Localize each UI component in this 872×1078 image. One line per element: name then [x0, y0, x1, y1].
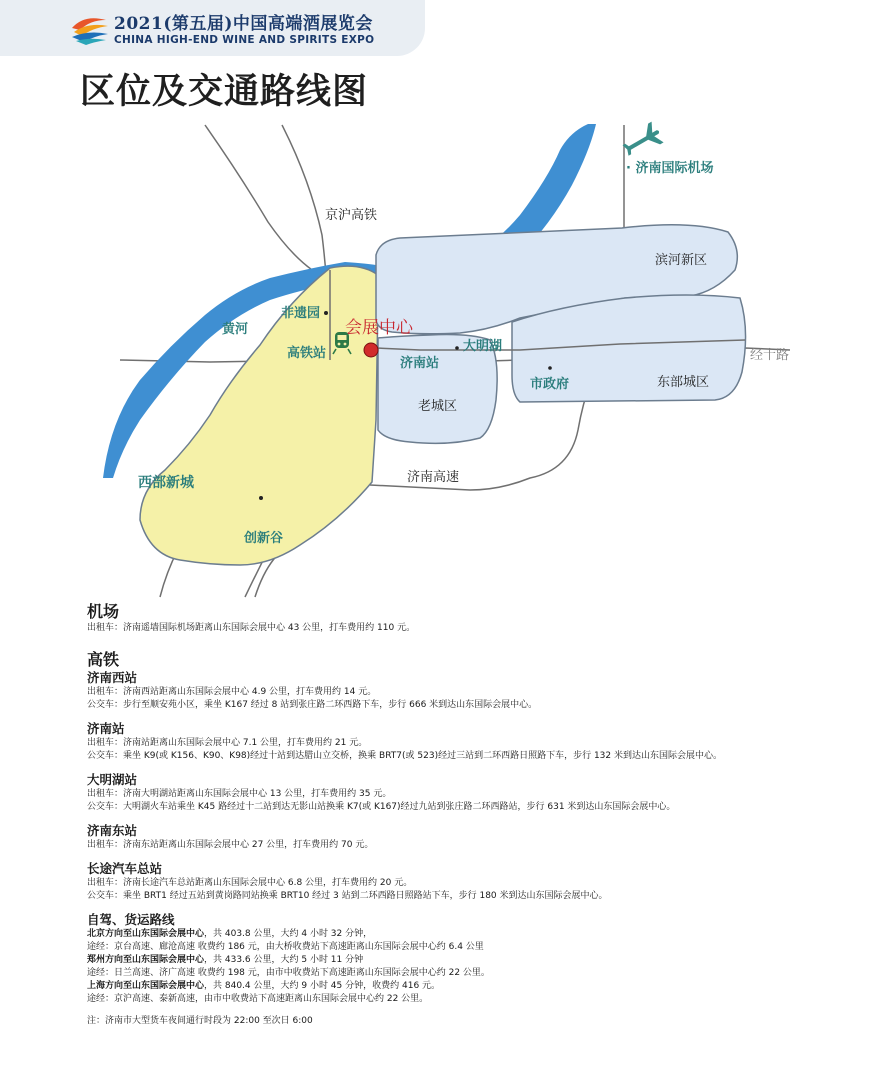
station-name: 长途汽车总站 [87, 861, 163, 876]
label-feiyiyuan: 非遗园 [281, 306, 321, 321]
route-detail: 途经：京台高速、廊沧高速 收费约 186 元，由大桥收费站下高速距离山东国际会展中心约 6.4 公里 [87, 942, 484, 952]
station-name: 济南站 [87, 721, 125, 736]
location-map [0, 110, 872, 600]
label-city-gov: 市政府 [530, 377, 570, 392]
label-jinghu-hsr: 京沪高铁 [325, 208, 378, 223]
label-jinan-station: 济南站 [400, 356, 440, 371]
route-summary [87, 954, 847, 967]
hsr-section-title: 高铁 [87, 650, 120, 669]
route-summary-text: ，共 403.8 公里，大约 4 小时 32 分钟， [204, 929, 373, 939]
label-jingshi-road: 经十路 [750, 348, 790, 363]
station-bus: 公交车：步行至顺安苑小区，乘坐 K167 经过 8 站到张庄路二环西路下车，步行 666 米到达山东国际会展中心。 [87, 700, 538, 710]
route-detail: 途经：日兰高速、济广高速 收费约 198 元，由市中收费站下高速距离山东国际会展中心约 22 公里。 [87, 968, 490, 978]
station-name: 济南东站 [87, 823, 138, 838]
route-detail: 途经：京沪高速、泰新高速，由市中收费站下高速距离山东国际会展中心约 22 公里。 [87, 994, 429, 1004]
route-summary-text: ，共 433.6 公里，大约 5 小时 11 分钟 [204, 955, 364, 965]
transport-info [87, 600, 847, 1028]
road-west-ring [205, 125, 330, 280]
header-band [0, 0, 425, 56]
route-head: 北京方向至山东国际会展中心 [87, 929, 205, 939]
label-daming-lake: 大明湖 [463, 339, 503, 354]
label-expo-center: 会展中心 [345, 318, 413, 338]
west-new-city-zone [140, 266, 378, 565]
station-taxi: 出租车：济南西站距离山东国际会展中心 4.9 公里，打车费用约 14 元。 [87, 687, 377, 697]
label-west-new-city: 西部新城 [138, 475, 194, 491]
label-airport: · 济南国际机场 [626, 161, 714, 176]
label-innovation-valley: 创新谷 [244, 531, 284, 546]
station-taxi: 出租车：济南东站距离山东国际会展中心 27 公里，打车费用约 70 元。 [87, 840, 374, 850]
label-hsr-station: 高铁站 [287, 346, 327, 361]
station-bus: 公交车：乘坐 K9(或 K156、K90、K98)经过十站到达腊山立交桥，换乘 BRT7(或 523)经过三站到二环西路日照路下车，步行 132 米到达山东国际会展中心。 [87, 751, 722, 761]
route-summary [87, 928, 847, 941]
station-bus: 公交车：乘坐 BRT1 经过五站到黄岗路同站换乘 BRT10 经过 3 站到二环西路日照路站下车，步行 180 米到达山东国际会展中心。 [87, 891, 608, 901]
truck-note: 注：济南市大型货车夜间通行时段为 22:00 至次日 6:00 [87, 1016, 313, 1026]
route-summary-text: ，共 840.4 公里，大约 9 小时 45 分钟，收费约 416 元。 [204, 981, 441, 991]
expo-name-en: CHINA HIGH-END WINE AND SPIRITS EXPO [114, 34, 375, 46]
airport-section-title: 机场 [87, 602, 120, 621]
route-head: 上海方向至山东国际会展中心 [87, 981, 205, 991]
label-yellow-river: 黄河 [222, 322, 249, 337]
station-taxi: 出租车：济南站距离山东国际会展中心 7.1 公里，打车费用约 21 元。 [87, 738, 368, 748]
label-binhe: 滨河新区 [655, 253, 708, 268]
expo-logo-icon [70, 12, 110, 46]
station-taxi: 出租车：济南大明湖站距离山东国际会展中心 13 公里，打车费用约 35 元。 [87, 789, 392, 799]
route-summary [87, 980, 847, 993]
station-name: 大明湖站 [87, 772, 138, 787]
station-bus: 公交车：大明湖火车站乘坐 K45 路经过十二站到达无影山站换乘 K7(或 K167)经过九站到张庄路二环西路站，步行 631 米到达山东国际会展中心。 [87, 802, 676, 812]
label-east-city: 东部城区 [657, 375, 710, 390]
airplane-icon [620, 121, 665, 161]
expo-marker-icon [364, 343, 378, 357]
label-old-city: 老城区 [418, 399, 458, 414]
label-expressway: 济南高速 [407, 470, 460, 485]
page-title: 区位及交通路线图 [80, 72, 369, 112]
station-taxi: 出租车：济南长途汽车总站距离山东国际会展中心 6.8 公里，打车费用约 20 元。 [87, 878, 413, 888]
route-head: 郑州方向至山东国际会展中心 [87, 955, 205, 965]
airport-taxi: 出租车：济南遥墙国际机场距离山东国际会展中心 43 公里，打车费用约 110 元。 [87, 623, 416, 633]
expo-name-cn: 2021(第五届)中国高端酒展览会 [114, 14, 373, 34]
station-name: 济南西站 [87, 670, 138, 685]
drive-section-title: 自驾、货运路线 [87, 912, 175, 927]
